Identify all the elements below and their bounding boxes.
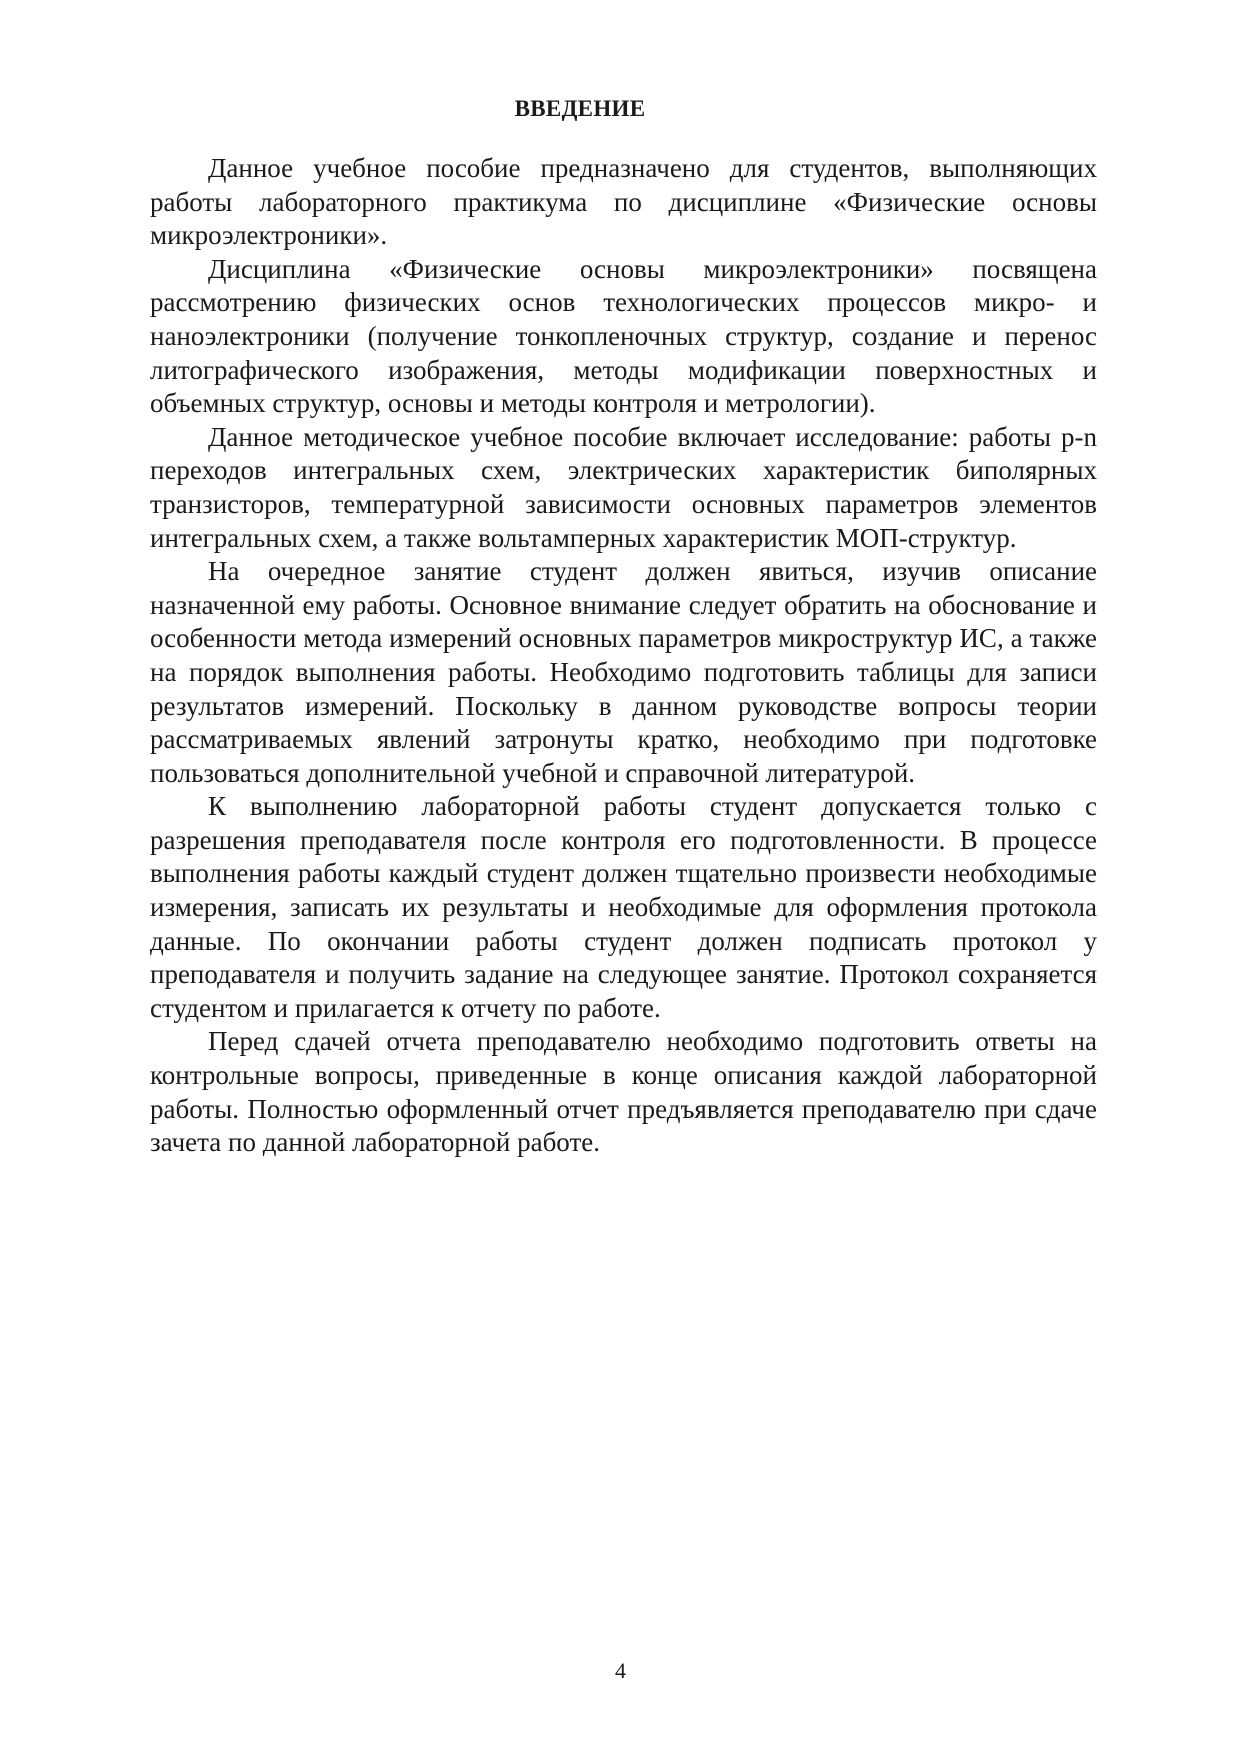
paragraph-2: Дисциплина «Физические основы микроэлектроники» посвящена рассмотрению физических основ технологических процессов микро- и наноэлектроники (получение тонкопленочных структур, создание и перенос литографического изображения, методы модификации поверхностных и объемных структур, основы и методы контроля и метрологии). [150,253,1097,419]
paragraph-5: К выполнению лабораторной работы студент допускается только с разрешения преподавателя после контроля его подготовленности. В процессе выполнения работы каждый студент должен тщательно произвести необходимые измерения, записать их результаты и необходимые для оформления протокола данные. По окончании работы студент должен подписать протокол у преподавателя и получить задание на следующее занятие. Протокол сохраняется студентом и прилагается к отчету по работе. [150,791,1097,1023]
page-number: 4 [615,1658,626,1683]
paragraph-4: На очередное занятие студент должен явиться, изучив описание назначенной ему работы. Основное внимание следует обратить на обоснование и особенности метода измерений основных параметров микроструктур ИС, а также на порядок выполнения работы. Необходимо подготовить таблицы для записи результатов измерений. Поскольку в данном руководстве вопросы теории рассматриваемых явлений затронуты кратко, необходимо при подготовке пользоваться дополнительной учебной и справочной литературой. [150,556,1097,788]
paragraph-6: Перед сдачей отчета преподавателю необходимо подготовить ответы на контрольные вопросы, приведенные в конце описания каждой лабораторной работы. Полностью оформленный отчет предъявляется преподавателю при сдаче зачета по данной лабораторной работе. [150,1026,1097,1158]
paragraph-3: Данное методическое учебное пособие включает исследование: работы p-n переходов интегральных схем, электрических характеристик биполярных транзисторов, температурной зависимости основных параметров элементов интегральных схем, а также вольтамперных характеристик МОП-структур. [150,421,1097,553]
section-title: ВВЕДЕНИЕ [514,96,646,121]
paragraph-1: Данное учебное пособие предназначено для студентов, выполняющих работы лабораторного практикума по дисциплине «Физические основы микроэлектроники». [150,153,1097,251]
body-text [150,152,1097,1160]
